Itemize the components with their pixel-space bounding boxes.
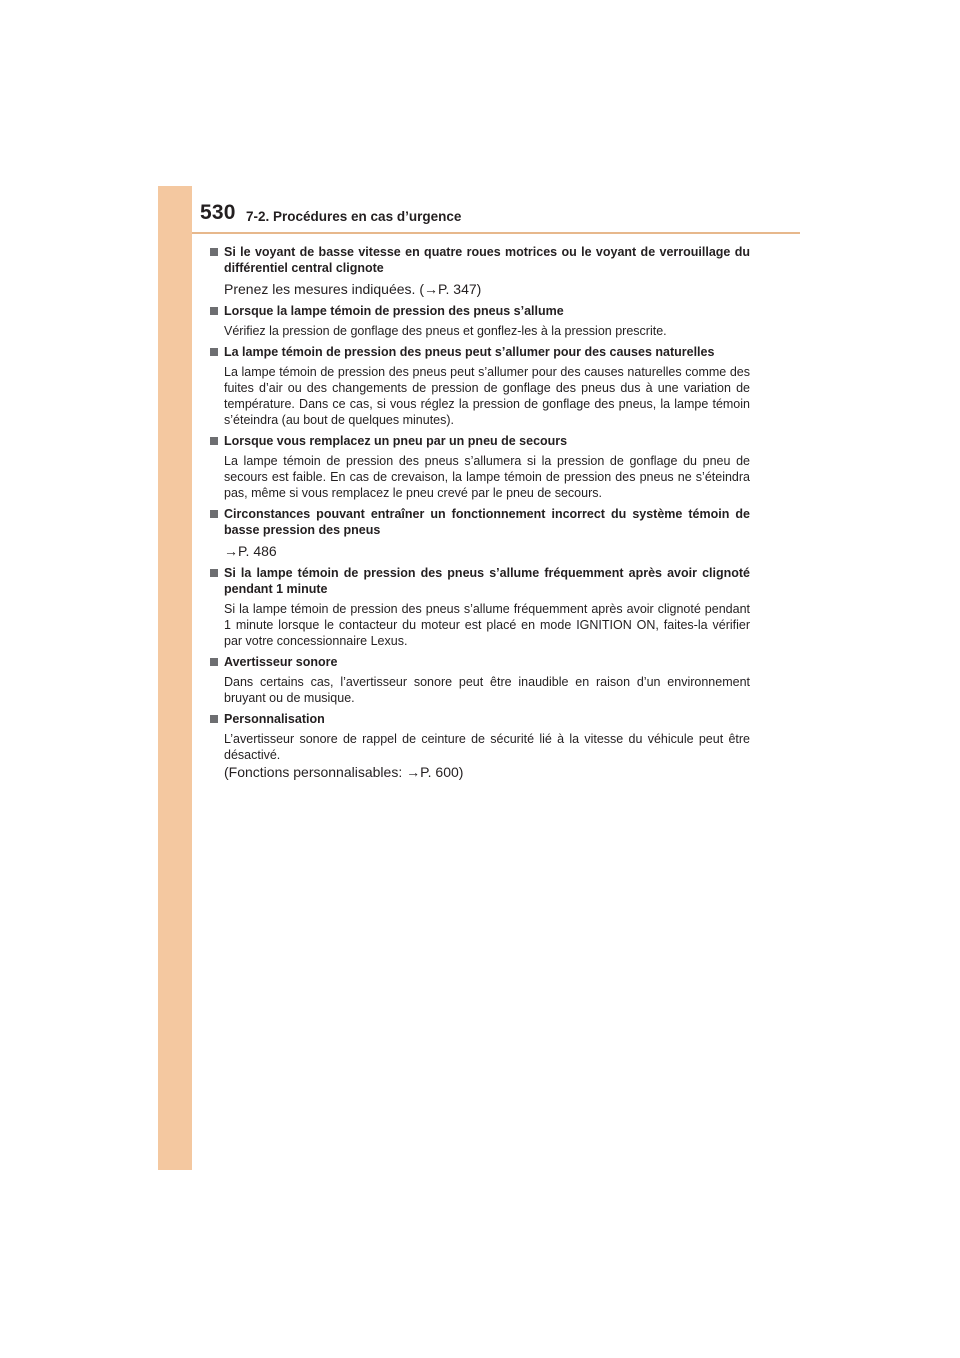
paragraph: Si la lampe témoin de pression des pneus s’allume fréquemment après avoir clignoté pendant 1 minute lorsque le contacteur du moteur est placé en mode IGNITION ON, faites-la vérifier par votre concessionnaire Lexus. (224, 602, 750, 648)
square-bullet-icon (210, 715, 218, 723)
section-body (210, 323, 750, 339)
page-reference: (Fonctions personnalisables: →P. 600) (224, 764, 464, 780)
section-spare-tire (210, 433, 750, 501)
section-heading: Lorsque la lampe témoin de pression des pneus s’allume (210, 303, 750, 319)
section-heading: Lorsque vous remplacez un pneu par un pneu de secours (210, 433, 750, 449)
section-4wd-indicator-flashing (210, 244, 750, 298)
page-header (192, 200, 800, 233)
paragraph: L’avertisseur sonore de rappel de ceinture de sécurité lié à la vitesse du véhicule peut être désactivé. (224, 732, 750, 762)
section-body (210, 364, 750, 428)
paragraph: Dans certains cas, l’avertisseur sonore peut être inaudible en raison d’un environnement bruyant ou de musique. (224, 675, 750, 705)
header-divider (192, 232, 800, 234)
paragraph: Prenez les mesures indiquées. (→P. 347) (224, 281, 482, 297)
section-heading: Personnalisation (210, 711, 750, 727)
page-reference: →P. 486 (224, 543, 277, 559)
section-heading: La lampe témoin de pression des pneus peut s’allumer pour des causes naturelles (210, 344, 750, 360)
paragraph: La lampe témoin de pression des pneus s’allumera si la pression de gonflage du pneu de secours est faible. En cas de crevaison, la lampe témoin de pression des pneus ne s’éteindra pas, même si vous remplacez le pneu crevé par le pneu de secours. (224, 454, 750, 500)
square-bullet-icon (210, 248, 218, 256)
section-body (210, 542, 750, 560)
square-bullet-icon (210, 348, 218, 356)
chapter-title: 7-2. Procédures en cas d’urgence (246, 209, 462, 224)
section-body (210, 453, 750, 501)
section-warning-buzzer (210, 654, 750, 706)
paragraph: La lampe témoin de pression des pneus peut s’allumer pour des causes naturelles comme des fuites d’air ou des changements de pression de gonflage des pneus dus à une variation de température. Dans ce cas, si vous réglez la pression de gonflage des pneus, la lampe témoin s’éteindra (au bout de quelques minutes). (224, 365, 750, 427)
square-bullet-icon (210, 569, 218, 577)
section-incorrect-operation (210, 506, 750, 560)
page-number: 530 (200, 201, 236, 224)
square-bullet-icon (210, 437, 218, 445)
section-body (210, 731, 750, 781)
section-body (210, 601, 750, 649)
side-margin-band (158, 186, 192, 1170)
section-body (210, 674, 750, 706)
square-bullet-icon (210, 307, 218, 315)
section-heading: Avertisseur sonore (210, 654, 750, 670)
section-tire-pressure-light-on (210, 303, 750, 339)
square-bullet-icon (210, 510, 218, 518)
section-heading: Si la lampe témoin de pression des pneus s’allume fréquemment après avoir clignoté pendant 1 minute (210, 565, 750, 597)
section-natural-causes (210, 344, 750, 428)
section-heading: Circonstances pouvant entraîner un fonctionnement incorrect du système témoin de basse pression des pneus (210, 506, 750, 538)
page-content (210, 244, 750, 786)
paragraph: Vérifiez la pression de gonflage des pneus et gonflez-les à la pression prescrite. (224, 324, 667, 338)
section-heading: Si le voyant de basse vitesse en quatre roues motrices ou le voyant de verrouillage du différentiel central clignote (210, 244, 750, 276)
section-body (210, 280, 750, 298)
section-customization (210, 711, 750, 781)
section-light-on-after-flashing (210, 565, 750, 649)
square-bullet-icon (210, 658, 218, 666)
